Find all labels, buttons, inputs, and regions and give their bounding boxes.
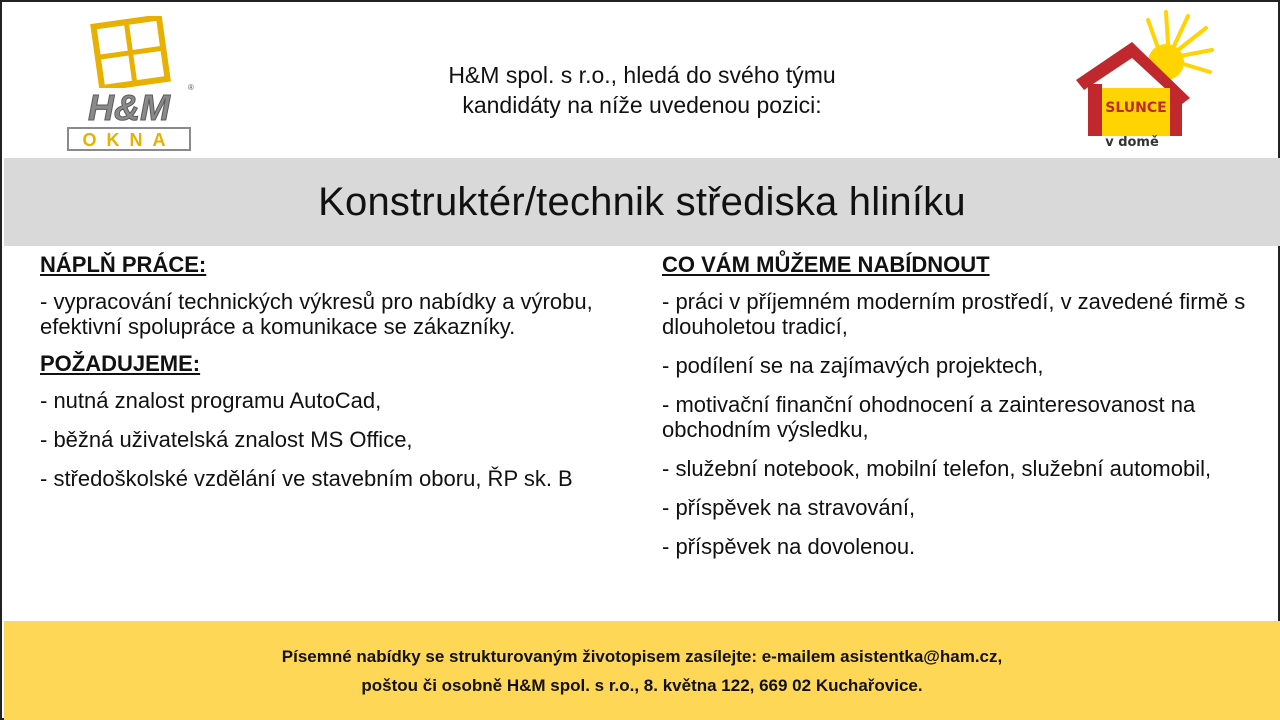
logo-slunce-text: SLUNCE	[1105, 100, 1167, 116]
footer-line-1: Písemné nabídky se strukturovaným životopisem zasílejte: e-mailem asistentka@ham.cz,	[281, 646, 1003, 666]
offer-item: - příspěvek na stravování,	[662, 495, 916, 520]
intro-line-2: kandidáty na níže uvedenou pozici:	[462, 92, 822, 118]
intro-text	[322, 60, 962, 120]
title-band	[4, 158, 1280, 246]
logo-okna-text: OKNA	[82, 130, 176, 150]
job-duties-heading: NÁPLŇ PRÁCE:	[40, 252, 207, 277]
intro-line-1	[322, 60, 962, 90]
job-duties-text: - vypracování technických výkresů pro nabídky a výrobu, efektivní spolupráce a komunikace se zákazníky.	[40, 289, 593, 339]
requirement-item: - středoškolské vzdělání ve stavebním oboru, ŘP sk. B	[40, 466, 573, 491]
offer-item: - služební notebook, mobilní telefon, služební automobil,	[662, 456, 1212, 481]
requirements-heading: POŽADUJEME:	[40, 351, 201, 376]
offer-heading: CO VÁM MŮŽEME NABÍDNOUT	[662, 252, 990, 277]
offer-item: - motivační finanční ohodnocení a zainteresovanost na obchodním výsledku,	[662, 392, 1196, 442]
offer-item: - příspěvek na dovolenou.	[662, 534, 916, 559]
left-column	[40, 252, 640, 505]
offer-item: - práci v příjemném moderním prostředí, v zavedené firmě s dlouholetou tradicí,	[662, 289, 1246, 339]
intro-line-1-rest: , hledá do svého týmu	[610, 62, 836, 88]
slunce-v-dome-logo	[1070, 6, 1220, 156]
contact-footer	[4, 621, 1280, 720]
footer-line-2: poštou či osobně H&M spol. s r.o., 8. května 122, 669 02 Kuchařovice.	[361, 675, 923, 695]
hm-okna-logo	[64, 16, 194, 152]
logo-vdome-text: v domě	[1105, 135, 1159, 150]
requirement-item: - běžná uživatelská znalost MS Office,	[40, 427, 413, 452]
position-title: Konstruktér/technik střediska hliníku	[318, 179, 966, 224]
requirement-item: - nutná znalost programu AutoCad,	[40, 388, 382, 413]
offer-item: - podílení se na zajímavých projektech,	[662, 353, 1044, 378]
company-name: H&M spol. s r.o.	[448, 62, 611, 88]
logo-brand-text: H&M	[88, 87, 170, 128]
right-column	[662, 252, 1262, 573]
svg-text:®: ®	[188, 83, 194, 92]
